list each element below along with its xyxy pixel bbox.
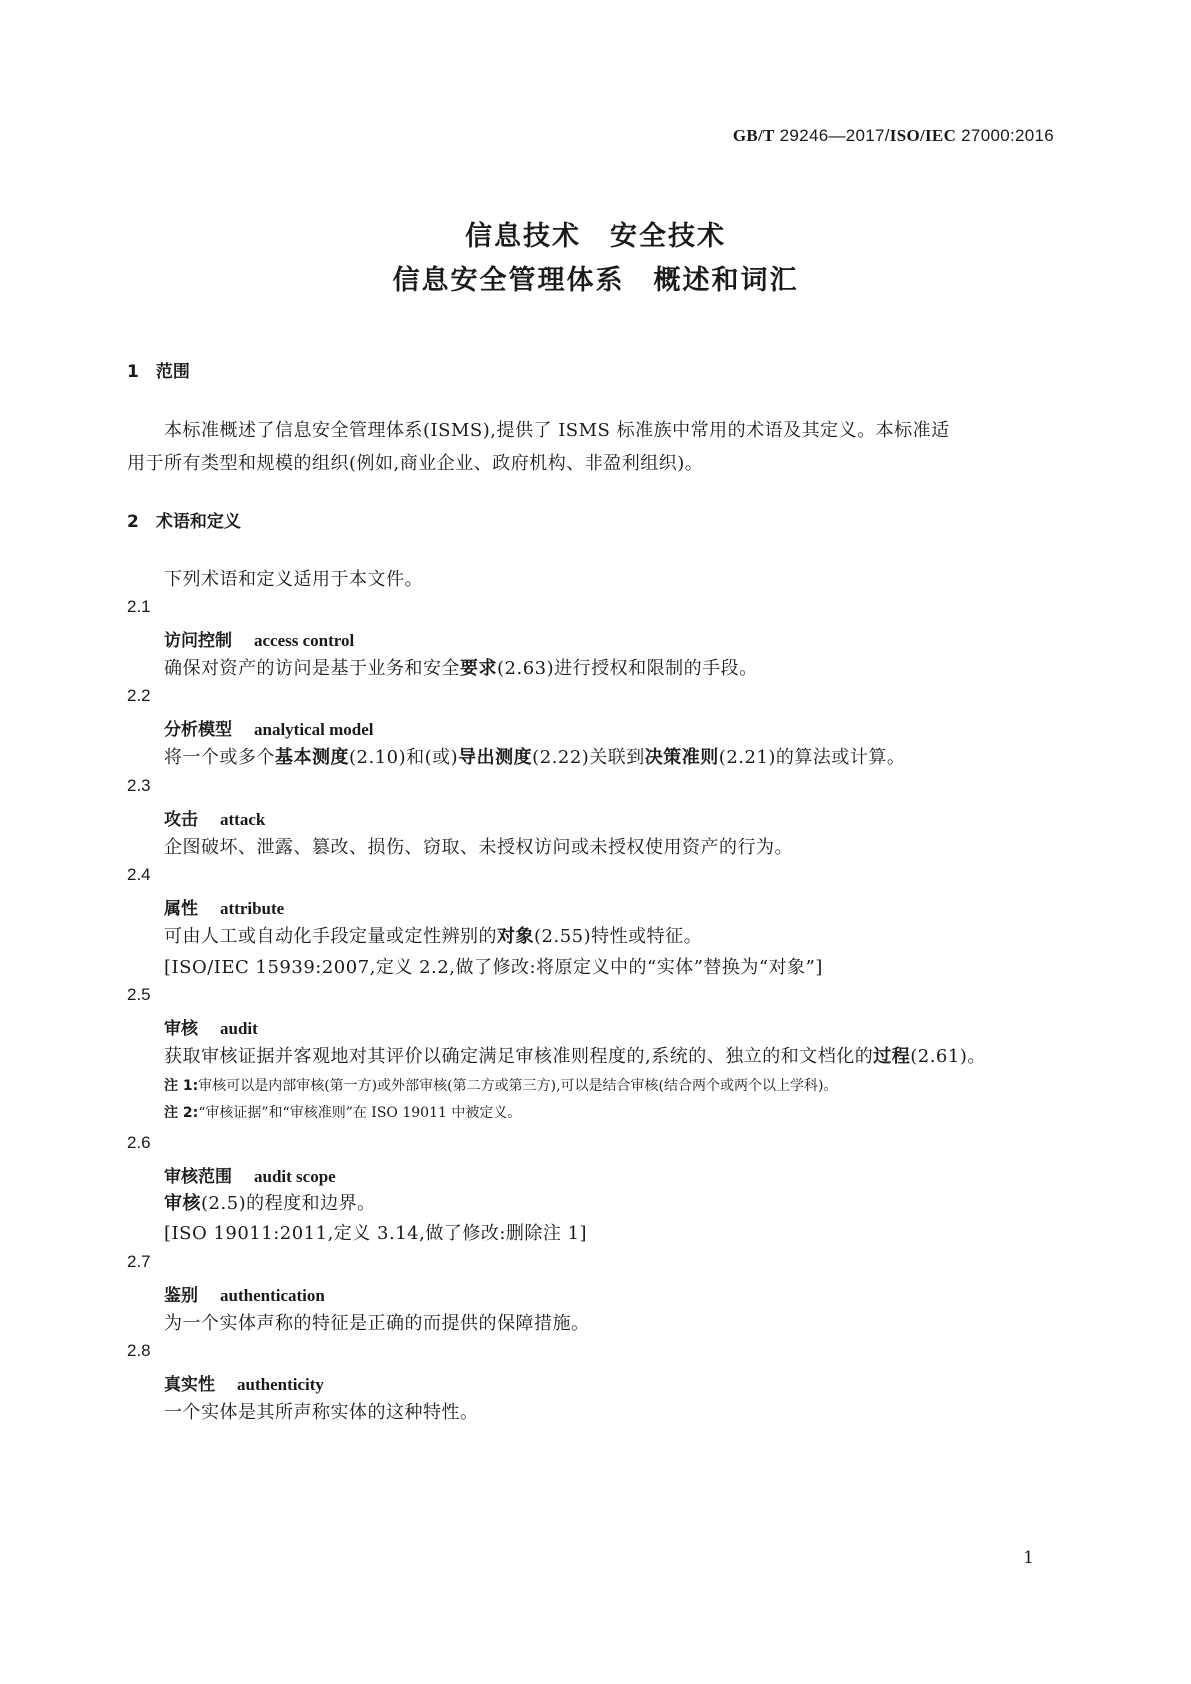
scope-paragraph-line2: 用于所有类型和规模的组织(例如,商业企业、政府机构、非盈利组织)。 [127, 453, 704, 474]
term-heading: 鉴别 authentication [164, 1286, 325, 1306]
term-definition: 确保对资产的访问是基于业务和安全要求(2.63)进行授权和限制的手段。 [164, 658, 758, 679]
terms-intro: 下列术语和定义适用于本文件。 [164, 569, 423, 590]
term-number: 2.7 [127, 1252, 151, 1271]
scope-paragraph-line1: 本标准概述了信息安全管理体系(ISMS),提供了 ISMS 标准族中常用的术语及其定义。本标准适 [164, 420, 950, 441]
term-note: 注 2:“审核证据”和“审核准则”在 ISO 19011 中被定义。 [164, 1105, 522, 1121]
term-source: [ISO 19011:2011,定义 3.14,做了修改:删除注 1] [164, 1223, 588, 1244]
term-number: 2.5 [127, 985, 151, 1004]
term-definition: 企图破坏、泄露、篡改、损伤、窃取、未授权访问或未授权使用资产的行为。 [164, 837, 793, 858]
term-definition: 可由人工或自动化手段定量或定性辨别的对象(2.55)特性或特征。 [164, 926, 703, 947]
term-heading: 攻击 attack [164, 810, 266, 830]
term-definition: 一个实体是其所声称实体的这种特性。 [164, 1402, 479, 1423]
document-title-line1: 信息技术 安全技术 [465, 221, 726, 252]
page-number: 1 [1023, 1548, 1034, 1568]
term-note: 注 1:审核可以是内部审核(第一方)或外部审核(第二方或第三方),可以是结合审核(结合两个或两个以上学科)。 [164, 1078, 838, 1094]
section-heading-terms: 2 术语和定义 [127, 512, 241, 532]
document-title-line2: 信息安全管理体系 概述和词汇 [392, 265, 799, 296]
term-heading: 分析模型 analytical model [164, 720, 374, 740]
term-source: [ISO/IEC 15939:2007,定义 2.2,做了修改:将原定义中的“实体”替换为“对象”] [164, 957, 823, 978]
term-heading: 审核 audit [164, 1019, 258, 1039]
term-number: 2.8 [127, 1341, 151, 1360]
term-number: 2.3 [127, 776, 151, 795]
term-heading: 属性 attribute [164, 899, 285, 919]
standard-number: GB/T 29246—2017/ISO/IEC 27000:2016 [732, 126, 1054, 145]
term-heading: 真实性 authenticity [164, 1375, 324, 1395]
term-number: 2.1 [127, 597, 151, 616]
term-heading: 审核范围 audit scope [164, 1167, 336, 1187]
term-definition: 审核(2.5)的程度和边界。 [164, 1193, 376, 1214]
term-definition: 将一个或多个基本测度(2.10)和(或)导出测度(2.22)关联到决策准则(2.21)的算法或计算。 [164, 747, 906, 768]
term-number: 2.6 [127, 1133, 151, 1152]
term-definition: 获取审核证据并客观地对其评价以确定满足审核准则程度的,系统的、独立的和文档化的过程(2.61)。 [164, 1046, 986, 1067]
term-definition: 为一个实体声称的特征是正确的而提供的保障措施。 [164, 1313, 590, 1334]
term-number: 2.4 [127, 865, 151, 884]
section-heading-scope: 1 范围 [127, 362, 190, 382]
term-number: 2.2 [127, 686, 151, 705]
term-heading: 访问控制 access control [164, 631, 355, 651]
